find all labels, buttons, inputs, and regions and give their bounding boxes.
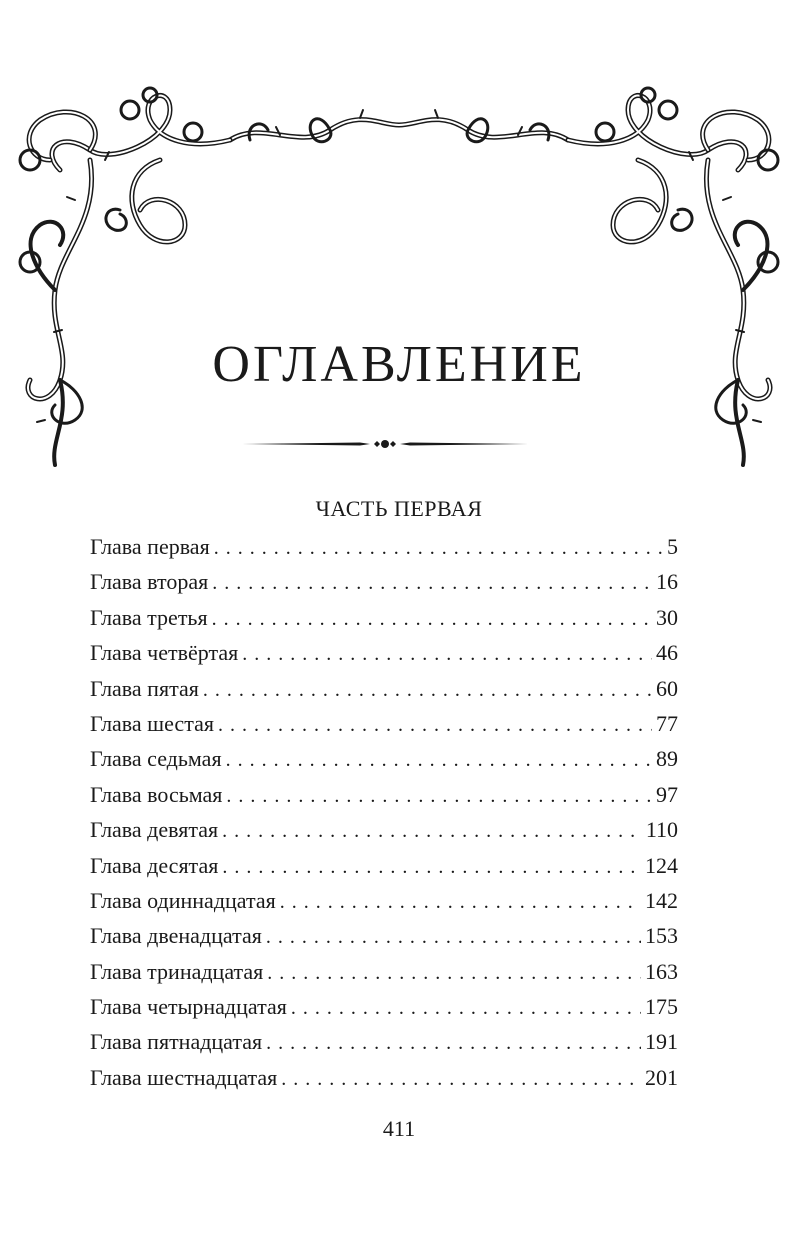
toc-entry[interactable] [90,918,678,953]
dot-leader [212,566,652,601]
toc-entry[interactable] [90,989,678,1024]
chapter-page: 163 [645,958,678,984]
dot-leader [291,991,641,1026]
chapter-title: Глава двенадцатая [90,923,262,949]
toc-entry[interactable] [90,777,678,812]
chapter-title: Глава одиннадцатая [90,887,276,913]
chapter-page: 110 [645,817,678,843]
chapter-page: 60 [656,675,678,701]
toc-entry[interactable] [90,529,678,564]
chapter-page: 191 [645,1029,678,1055]
chapter-page: 201 [645,1064,678,1090]
dot-leader [222,850,641,885]
dot-leader [281,1062,641,1097]
toc-entry[interactable] [90,706,678,741]
page-number: 411 [382,1116,416,1141]
chapter-title: Глава пятнадцатая [90,1029,263,1055]
dot-leader [226,743,652,778]
dot-leader [266,920,641,955]
chapter-page: 153 [645,923,678,949]
toc-entry[interactable] [90,1060,678,1095]
chapter-title: Глава восьмая [90,781,223,807]
dot-leader [214,531,663,566]
toc-entry[interactable] [90,883,678,918]
chapter-title: Глава седьмая [90,746,222,772]
dot-leader [242,637,652,672]
chapter-title: Глава десятая [90,852,219,878]
chapter-page: 46 [656,640,678,666]
toc-entry[interactable] [90,671,678,706]
chapter-title: Глава шестая [90,710,214,736]
toc-entry[interactable] [90,635,678,670]
dot-leader [267,956,641,991]
rose-vine-frame-icon [0,0,798,480]
dot-leader [218,708,652,743]
toc-entry[interactable] [90,812,678,847]
chapter-title: Глава девятая [90,817,219,843]
chapter-page: 16 [656,569,678,595]
dot-leader [266,1026,641,1061]
chapter-page: 142 [645,887,678,913]
toc-entry[interactable] [90,848,678,883]
chapter-title: Глава вторая [90,569,209,595]
toc-entry[interactable] [90,600,678,635]
chapter-page: 175 [645,994,678,1020]
chapter-page: 30 [656,604,678,630]
part-heading: ЧАСТЬ ПЕРВАЯ [315,496,483,521]
chapter-page: 77 [656,710,678,736]
toc-entry[interactable] [90,954,678,989]
dot-leader [226,779,652,814]
chapter-page: 124 [645,852,678,878]
dot-leader [280,885,641,920]
chapter-title: Глава четырнадцатая [90,994,287,1020]
chapter-title: Глава третья [90,604,208,630]
title-divider-icon [240,433,530,455]
dot-leader [212,602,652,637]
chapter-title: Глава тринадцатая [90,958,264,984]
page-title: ОГЛАВЛЕНИЕ [212,336,586,393]
chapter-page: 89 [656,746,678,772]
chapter-title: Глава пятая [90,675,199,701]
table-of-contents [90,529,678,1095]
chapter-title: Глава первая [90,534,210,559]
dot-leader [222,814,642,849]
toc-entry[interactable] [90,564,678,599]
chapter-page: 97 [656,781,678,807]
chapter-title: Глава четвёртая [90,640,239,666]
toc-entry[interactable] [90,741,678,776]
chapter-page: 5 [667,534,678,559]
dot-leader [203,673,652,708]
toc-entry[interactable] [90,1024,678,1059]
chapter-title: Глава шестнадцатая [90,1064,278,1090]
